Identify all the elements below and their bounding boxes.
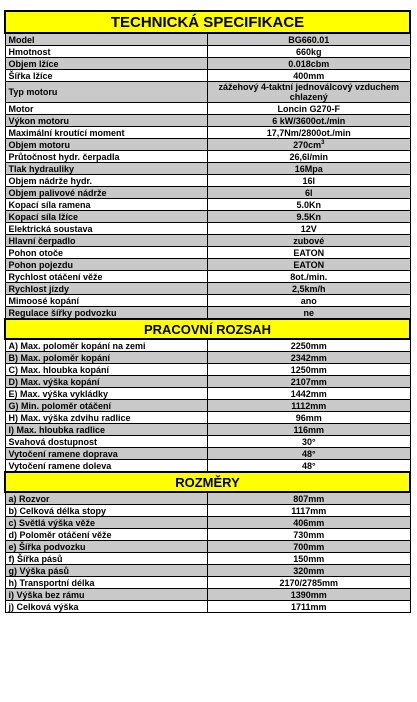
spec-value — [208, 388, 411, 400]
spec-value-text: EATON — [293, 247, 325, 258]
section-heading: PRACOVNÍ ROZSAH — [5, 319, 410, 339]
spec-label: Pohon pojezdu — [5, 259, 208, 271]
spec-label: Objem lžíce — [5, 58, 208, 70]
spec-value-text: BG660.01 — [288, 34, 330, 45]
spec-value-text: 1390mm — [290, 589, 327, 600]
spec-value-text: 48° — [301, 448, 316, 459]
spec-value — [208, 364, 411, 376]
spec-value — [208, 424, 411, 436]
spec-value — [208, 259, 411, 271]
spec-row — [5, 70, 410, 82]
spec-value — [208, 247, 411, 259]
spec-value-text: 270cm — [293, 139, 322, 150]
spec-row — [5, 553, 410, 565]
section-heading-row — [5, 472, 410, 492]
spec-value — [208, 103, 411, 115]
spec-value — [208, 412, 411, 424]
spec-value — [208, 517, 411, 529]
spec-row — [5, 82, 410, 103]
spec-value-text: 26,6l/min — [289, 151, 329, 162]
spec-value — [208, 58, 411, 70]
spec-row — [5, 199, 410, 211]
spec-value-text: 9.5Kn — [296, 211, 321, 222]
spec-label: Rychlost jízdy — [5, 283, 208, 295]
spec-value — [208, 175, 411, 187]
spec-value — [208, 436, 411, 448]
spec-label: b) Celková délka stopy — [5, 505, 208, 517]
spec-value — [208, 151, 411, 163]
spec-value-text: 8ot./min. — [290, 271, 328, 282]
spec-label: a) Rozvor — [5, 492, 208, 505]
spec-value — [208, 307, 411, 320]
spec-value-text: 0.018cbm — [288, 58, 330, 69]
spec-row — [5, 400, 410, 412]
spec-label: Výkon motoru — [5, 115, 208, 127]
spec-row — [5, 412, 410, 424]
spec-row — [5, 163, 410, 175]
spec-value — [208, 541, 411, 553]
spec-value-text: 2,5km/h — [291, 283, 326, 294]
spec-value — [208, 492, 411, 505]
spec-value — [208, 565, 411, 577]
spec-value — [208, 505, 411, 517]
spec-label: Vytočení ramene doleva — [5, 460, 208, 473]
spec-row — [5, 235, 410, 247]
spec-row — [5, 505, 410, 517]
spec-row — [5, 448, 410, 460]
spec-table — [4, 10, 411, 613]
spec-value — [208, 339, 411, 352]
spec-label: j) Celková výška — [5, 601, 208, 613]
spec-value — [208, 223, 411, 235]
spec-label: C) Max. hloubka kopání — [5, 364, 208, 376]
spec-value-text: zubové — [293, 235, 325, 246]
spec-row — [5, 589, 410, 601]
spec-row — [5, 307, 410, 320]
spec-row — [5, 364, 410, 376]
spec-value — [208, 33, 411, 46]
spec-value-text: 320mm — [293, 565, 325, 576]
spec-label: Hmotnost — [5, 46, 208, 58]
spec-row — [5, 529, 410, 541]
spec-row — [5, 115, 410, 127]
spec-row — [5, 175, 410, 187]
spec-label: I) Max. hloubka radlice — [5, 424, 208, 436]
spec-row — [5, 352, 410, 364]
spec-value-text: 2342mm — [290, 352, 327, 363]
spec-value — [208, 460, 411, 473]
spec-row — [5, 460, 410, 473]
spec-label: Elektrická soustava — [5, 223, 208, 235]
spec-label: E) Max. výška vykládky — [5, 388, 208, 400]
spec-value-text: 700mm — [293, 541, 325, 552]
spec-value — [208, 295, 411, 307]
spec-label: Objem palivové nádrže — [5, 187, 208, 199]
spec-value — [208, 139, 411, 151]
spec-value — [208, 235, 411, 247]
spec-row — [5, 517, 410, 529]
spec-row — [5, 565, 410, 577]
spec-label: e) Šířka podvozku — [5, 541, 208, 553]
spec-value-text: Loncin G270-F — [277, 103, 340, 114]
spec-sheet — [4, 10, 411, 613]
spec-value — [208, 400, 411, 412]
spec-row — [5, 295, 410, 307]
spec-value-text: zážehový 4-taktní jednoválcový vzduchem chlazený — [218, 82, 400, 102]
spec-value-text: 730mm — [293, 529, 325, 540]
spec-row — [5, 271, 410, 283]
section-heading: ROZMĚRY — [5, 472, 410, 492]
spec-label: Vytočení ramene doprava — [5, 448, 208, 460]
spec-label: h) Transportní délka — [5, 577, 208, 589]
spec-value — [208, 211, 411, 223]
spec-value-text: 406mm — [293, 517, 325, 528]
spec-table-body — [5, 11, 410, 613]
spec-label: Rychlost otáčení věže — [5, 271, 208, 283]
spec-value-text: 1117mm — [291, 505, 327, 516]
spec-row — [5, 151, 410, 163]
spec-label: Motor — [5, 103, 208, 115]
spec-label: Průtočnost hydr. čerpadla — [5, 151, 208, 163]
spec-label: Objem nádrže hydr. — [5, 175, 208, 187]
spec-row — [5, 492, 410, 505]
spec-row — [5, 577, 410, 589]
spec-value-text: 17,7Nm/2800ot./min — [266, 127, 351, 138]
spec-label: g) Výška pásů — [5, 565, 208, 577]
spec-value-text: 96mm — [295, 412, 322, 423]
spec-row — [5, 424, 410, 436]
spec-value-text: 5.0Kn — [296, 199, 321, 210]
spec-label: c) Světlá výška věže — [5, 517, 208, 529]
spec-value-text: 16Mpa — [294, 163, 323, 174]
spec-value — [208, 577, 411, 589]
spec-row — [5, 127, 410, 139]
spec-label: f) Šířka pásů — [5, 553, 208, 565]
spec-label: Regulace šířky podvozku — [5, 307, 208, 320]
section-heading-row — [5, 319, 410, 339]
spec-value-text: 2107mm — [290, 376, 327, 387]
spec-label: Pohon otoče — [5, 247, 208, 259]
spec-label: Mimoosé kopání — [5, 295, 208, 307]
spec-row — [5, 259, 410, 271]
title-row — [5, 11, 410, 33]
spec-value — [208, 115, 411, 127]
page-title: TECHNICKÁ SPECIFIKACE — [5, 11, 410, 33]
spec-value — [208, 46, 411, 58]
spec-label: Objem motoru — [5, 139, 208, 151]
spec-value-superscript: 3 — [321, 139, 325, 146]
spec-value — [208, 448, 411, 460]
spec-value-text: 12V — [300, 223, 317, 234]
spec-value — [208, 82, 411, 103]
spec-value-text: 16l — [302, 175, 315, 186]
spec-row — [5, 46, 410, 58]
spec-label: Typ motoru — [5, 82, 208, 103]
spec-value-text: 48° — [301, 460, 316, 471]
spec-value — [208, 283, 411, 295]
spec-label: Model — [5, 33, 208, 46]
spec-row — [5, 247, 410, 259]
spec-label: Hlavní čerpadlo — [5, 235, 208, 247]
spec-row — [5, 436, 410, 448]
spec-label: A) Max. poloměr kopání na zemi — [5, 339, 208, 352]
spec-value-text: 807mm — [293, 493, 325, 504]
spec-row — [5, 223, 410, 235]
spec-row — [5, 211, 410, 223]
spec-value-text: 116mm — [293, 424, 325, 435]
spec-value-text: 1112mm — [291, 400, 327, 411]
spec-value-text: 2250mm — [290, 340, 327, 351]
spec-label: Tlak hydrauliky — [5, 163, 208, 175]
spec-value — [208, 352, 411, 364]
spec-value-text: 660kg — [295, 46, 322, 57]
spec-value — [208, 553, 411, 565]
spec-label: Kopací síla ramena — [5, 199, 208, 211]
spec-label: Maximální kroutící moment — [5, 127, 208, 139]
spec-row — [5, 339, 410, 352]
spec-value-text: 400mm — [293, 70, 325, 81]
spec-row — [5, 58, 410, 70]
spec-value — [208, 601, 411, 613]
spec-value — [208, 271, 411, 283]
spec-row — [5, 33, 410, 46]
spec-value — [208, 589, 411, 601]
spec-value-text: 1250mm — [290, 364, 327, 375]
spec-value-text: 2170/2785mm — [279, 577, 339, 588]
spec-label: B) Max. poloměr kopání — [5, 352, 208, 364]
spec-value — [208, 376, 411, 388]
spec-label: Šířka lžíce — [5, 70, 208, 82]
spec-label: D) Max. výška kopání — [5, 376, 208, 388]
spec-value — [208, 70, 411, 82]
spec-value-text: ne — [303, 307, 314, 318]
spec-value — [208, 163, 411, 175]
spec-row — [5, 541, 410, 553]
spec-value-text: 6l — [304, 187, 313, 198]
spec-value-text: 1711mm — [290, 601, 327, 612]
spec-value-text: 30° — [301, 436, 316, 447]
spec-value-text: EATON — [293, 259, 325, 270]
spec-row — [5, 103, 410, 115]
spec-label: G) Min. poloměr otáčení — [5, 400, 208, 412]
spec-row — [5, 283, 410, 295]
spec-label: d) Poloměr otáčení věže — [5, 529, 208, 541]
spec-row — [5, 376, 410, 388]
spec-label: Kopací síla lžíce — [5, 211, 208, 223]
spec-value-text: ano — [300, 295, 317, 306]
spec-label: Svahová dostupnost — [5, 436, 208, 448]
spec-value-text: 1442mm — [290, 388, 327, 399]
spec-label: i) Výška bez rámu — [5, 589, 208, 601]
spec-row — [5, 601, 410, 613]
spec-value — [208, 199, 411, 211]
spec-value — [208, 529, 411, 541]
spec-value-text: 6 kW/3600ot./min — [272, 115, 346, 126]
spec-value — [208, 187, 411, 199]
spec-row — [5, 187, 410, 199]
spec-label: H) Max. výška zdvihu radlice — [5, 412, 208, 424]
spec-value — [208, 127, 411, 139]
spec-row — [5, 388, 410, 400]
spec-value-text: 150mm — [293, 553, 325, 564]
spec-row — [5, 139, 410, 151]
